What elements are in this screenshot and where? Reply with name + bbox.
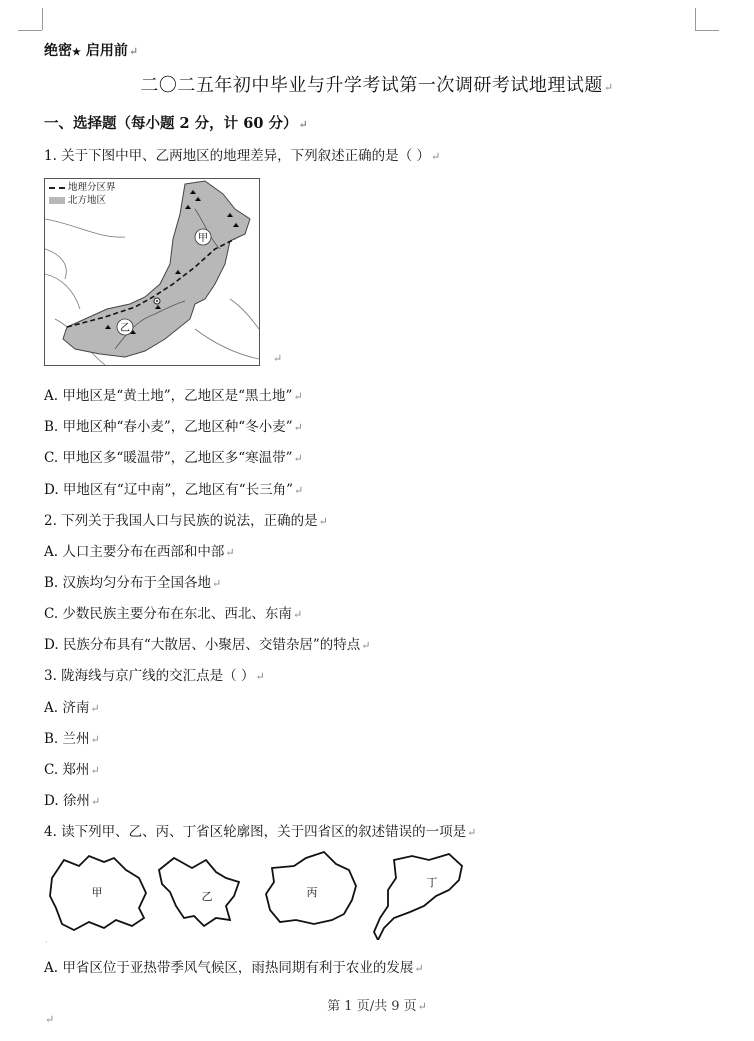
shape-label-bing: 丙 — [306, 886, 318, 899]
province-outlines — [44, 848, 474, 944]
shape-label-jia: 甲 — [91, 886, 103, 899]
crop-mark-top-left — [42, 8, 43, 30]
dashed-line-icon — [49, 187, 65, 189]
q4-option-a: A. 甲省区位于亚热带季风气候区，雨热同期有利于农业的发展↵ — [44, 960, 424, 976]
q3-option-a: A. 济南↵ — [44, 700, 100, 716]
q2-option-b: B. 汉族均匀分布于全国各地↵ — [44, 575, 222, 591]
page-footer: 第 1 页/共 9 页↵ — [327, 999, 427, 1014]
label-yi: 乙 — [120, 323, 130, 334]
crop-mark-top-right-h — [695, 30, 719, 31]
q3-option-d: D. 徐州↵ — [44, 793, 101, 809]
label-jia: 甲 — [198, 233, 208, 244]
q2-option-a: A. 人口主要分布在西部和中部↵ — [44, 544, 235, 560]
q3-option-b: B. 兰州↵ — [44, 731, 100, 747]
question-2-stem: 2. 下列关于我国人口与民族的说法，正确的是↵ — [44, 513, 328, 529]
shape-label-yi: 乙 — [201, 890, 213, 903]
q1-option-b: B. 甲地区种“春小麦”，乙地区种“冬小麦”↵ — [44, 419, 303, 435]
q1-option-a: A. 甲地区是“黄土地”，乙地区是“黑土地”↵ — [44, 388, 303, 404]
fill-swatch-icon — [49, 197, 65, 204]
q2-option-d: D. 民族分布具有“大散居、小聚居、交错杂居”的特点↵ — [44, 637, 371, 653]
crop-mark-top-left-h — [18, 30, 42, 31]
section-heading: 一、选择题（每小题 2 分，计 60 分）↵ — [44, 115, 308, 132]
shape-label-ding: 丁 — [426, 876, 438, 889]
secret-label: 绝密 — [44, 43, 72, 59]
small-mark: · — [45, 938, 48, 947]
q3-option-c: C. 郑州↵ — [44, 762, 100, 778]
page-title: 二〇二五年初中毕业与升学考试第一次调研考试地理试题↵ — [140, 75, 614, 96]
star-icon: ★ — [72, 47, 81, 58]
legend-north: 北方地区 — [68, 195, 107, 206]
secret-header: 绝密★ 启用前↵ — [44, 43, 139, 59]
question-3-stem: 3. 陇海线与京广线的交汇点是（ ）↵ — [44, 668, 265, 684]
question-4-stem: 4. 读下列甲、乙、丙、丁省区轮廓图，关于四省区的叙述错误的一项是↵ — [44, 824, 477, 840]
q2-option-c: C. 少数民族主要分布在东北、西北、东南↵ — [44, 606, 303, 622]
question-1-stem: 1. 关于下图中甲、乙两地区的地理差异，下列叙述正确的是（ ）↵ — [44, 148, 441, 164]
q1-option-c: C. 甲地区多“暖温带”，乙地区多“寒温带”↵ — [44, 450, 303, 466]
province-outline-graphic — [44, 848, 474, 940]
province-ding-outline — [374, 854, 462, 940]
q1-option-d: D. 甲地区有“辽中南”，乙地区有“长三角”↵ — [44, 482, 304, 498]
legend-boundary: 地理分区界 — [68, 182, 116, 193]
end-mark: ↵ — [45, 1013, 55, 1026]
province-yi-outline — [159, 858, 239, 926]
north-china-map — [44, 178, 260, 366]
map-legend — [49, 181, 116, 207]
before-use-label: 启用前 — [85, 43, 128, 59]
crop-mark-top-right — [695, 8, 696, 30]
